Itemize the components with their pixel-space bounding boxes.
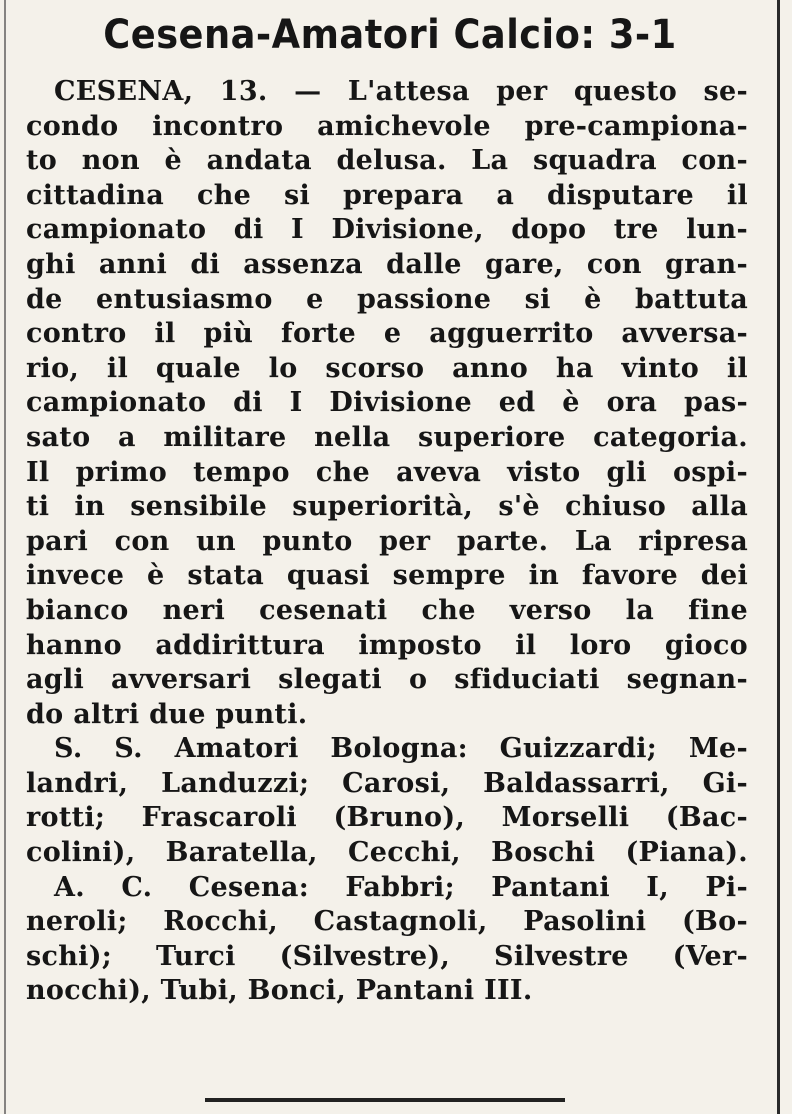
text-line: condo incontro amichevole pre-campiona- — [26, 110, 748, 142]
text-line: CESENA, 13. — L'attesa per questo se- — [54, 76, 748, 107]
text-line: de entusiasmo e passione si è battuta — [26, 283, 748, 315]
article-headline: Cesena-Amatori Calcio: 3-1 — [103, 12, 677, 58]
text-line: campionato di I Divisione, dopo tre lun- — [26, 214, 748, 246]
text-line: nocchi), Tubi, Bonci, Pantani III. — [26, 975, 533, 1007]
article-body — [26, 75, 748, 1009]
text-line: ghi anni di assenza dalle gare, con gran- — [26, 248, 748, 280]
text-line: cittadina che si prepara a disputare il — [26, 179, 748, 211]
text-line: invece è stata quasi sempre in favore dei — [26, 560, 748, 592]
text-line: rio, il quale lo scorso anno ha vinto il — [26, 352, 748, 384]
right-column-rule — [777, 0, 780, 1114]
text-line: schi); Turci (Silvestre), Silvestre (Ver- — [26, 940, 748, 972]
text-line: rotti; Frascaroli (Bruno), Morselli (Bac- — [26, 802, 748, 834]
text-line: agli avversari slegati o sfiduciati segnan- — [26, 664, 748, 696]
text-line: sato a militare nella superiore categoria. — [26, 421, 748, 453]
text-line: A. C. Cesena: Fabbri; Pantani I, Pi- — [54, 871, 748, 903]
text-line: hanno addirittura imposto il loro gioco — [26, 629, 748, 661]
text-line: colini), Baratella, Cecchi, Boschi (Piana). — [26, 837, 748, 869]
text-line: pari con un punto per parte. La ripresa — [26, 525, 748, 557]
text-line: do altri due punti. — [26, 698, 308, 730]
text-line: Il primo tempo che aveva visto gli ospi- — [26, 456, 748, 488]
end-of-article-rule — [205, 1098, 565, 1102]
text-line: S. S. Amatori Bologna: Guizzardi; Me- — [54, 733, 748, 765]
text-line: to non è andata delusa. La squadra con- — [26, 145, 748, 177]
text-line: neroli; Rocchi, Castagnoli, Pasolini (Bo- — [26, 906, 748, 938]
text-line: campionato di I Divisione ed è ora pas- — [26, 387, 748, 419]
left-border-rule — [4, 0, 6, 1114]
text-line: ti in sensibile superiorità, s'è chiuso alla — [26, 491, 748, 523]
text-line: contro il più forte e agguerrito avversa- — [26, 318, 748, 350]
text-line: bianco neri cesenati che verso la fine — [26, 594, 748, 626]
text-line: landri, Landuzzi; Carosi, Baldassarri, Gi- — [26, 767, 748, 799]
